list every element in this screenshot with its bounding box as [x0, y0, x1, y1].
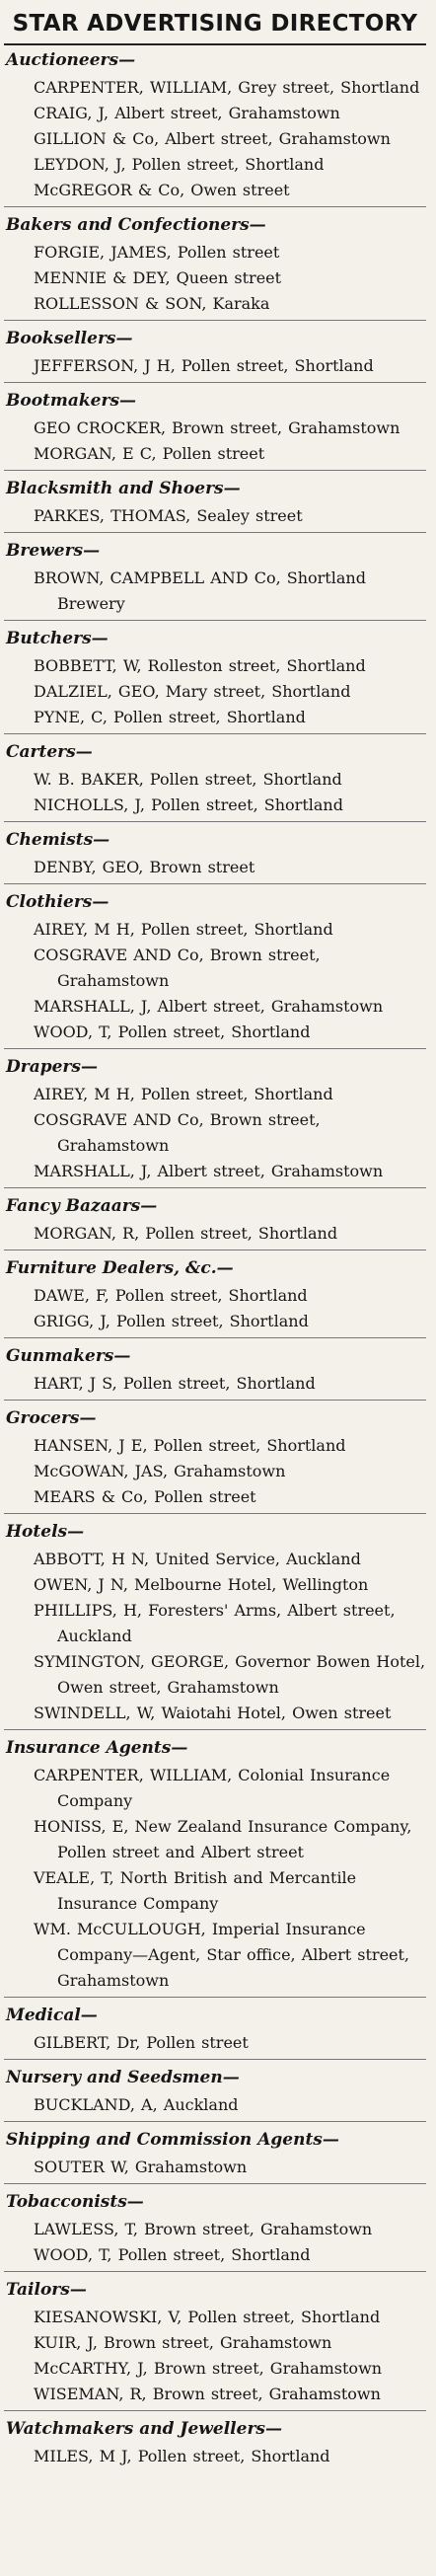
directory-section [4, 1517, 426, 1730]
directory-entry: HONISS, E, New Zealand Insurance Company, Pollen street and Albert street [34, 1817, 412, 1861]
section-divider [4, 206, 426, 207]
directory-entry: GILLION & Co, Albert street, Grahamstown [34, 129, 391, 148]
directory-entry: COSGRAVE AND Co, Brown street, Grahamstown [34, 1110, 321, 1155]
directory-title: STAR ADVERTISING DIRECTORY [4, 4, 426, 45]
directory-entry: NICHOLLS, J, Pollen street, Shortland [34, 796, 343, 814]
section-divider [4, 1337, 426, 1338]
section-divider [4, 620, 426, 621]
section-heading: Insurance Agents— [6, 1738, 188, 1758]
directory-entry: CARPENTER, WILLIAM, Colonial Insurance Company [34, 1766, 391, 1810]
section-heading: Grocers— [6, 1408, 97, 1428]
directory-entry: DAWE, F, Pollen street, Shortland [34, 1286, 308, 1305]
section-divider [4, 821, 426, 822]
directory-section [4, 386, 426, 471]
section-divider [4, 1048, 426, 1049]
directory-section [4, 2187, 426, 2272]
directory-section [4, 624, 426, 734]
directory-entry: KIESANOWSKI, V, Pollen street, Shortland [34, 2308, 381, 2326]
directory-entry: AIREY, M H, Pollen street, Shortland [34, 920, 333, 939]
directory-entry: MARSHALL, J, Albert street, Grahamstown [34, 997, 384, 1016]
directory-section [4, 1052, 426, 1188]
section-heading: Hotels— [6, 1522, 85, 1542]
section-divider [4, 1400, 426, 1401]
directory-entry: MORGAN, R, Pollen street, Shortland [34, 1224, 338, 1243]
section-heading: Fancy Bazaars— [6, 1196, 158, 1216]
directory-entry: GRIGG, J, Pollen street, Shortland [34, 1312, 309, 1330]
section-heading: Furniture Dealers, &c.— [6, 1258, 234, 1278]
section-divider [4, 1187, 426, 1188]
section-divider [4, 382, 426, 383]
section-heading: Carters— [6, 742, 93, 762]
directory-entry: BROWN, CAMPBELL AND Co, Shortland Brewery [34, 568, 366, 613]
directory-entry: AIREY, M H, Pollen street, Shortland [34, 1085, 333, 1103]
directory-entry: DENBY, GEO, Brown street [34, 858, 255, 876]
section-divider [4, 1997, 426, 1998]
section-heading: Watchmakers and Jewellers— [6, 2419, 282, 2439]
directory-entry: PARKES, THOMAS, Sealey street [34, 506, 303, 525]
directory-entry: MORGAN, E C, Pollen street [34, 444, 265, 463]
directory-page [4, 4, 426, 2570]
section-divider [4, 320, 426, 321]
section-divider [4, 1729, 426, 1730]
directory-entry: SYMINGTON, GEORGE, Governor Bowen Hotel, Owen street, Grahamstown [34, 1652, 426, 1697]
directory-section [4, 2125, 426, 2184]
directory-section [4, 2275, 426, 2411]
section-heading: Chemists— [6, 830, 110, 850]
section-heading: Bootmakers— [6, 391, 137, 411]
directory-section [4, 1733, 426, 1998]
directory-section [4, 1403, 426, 1514]
directory-section [4, 2001, 426, 2060]
section-heading: Booksellers— [6, 329, 133, 348]
directory-entry: PYNE, C, Pollen street, Shortland [34, 708, 306, 726]
section-divider [4, 532, 426, 533]
section-divider [4, 470, 426, 471]
directory-section [4, 45, 426, 207]
directory-section [4, 210, 426, 321]
directory-entry: McCARTHY, J, Brown street, Grahamstown [34, 2359, 383, 2378]
section-heading: Bakers and Confectioners— [6, 215, 266, 235]
directory-entry: BOBBETT, W, Rolleston street, Shortland [34, 656, 366, 675]
section-heading: Butchers— [6, 629, 109, 648]
directory-entry: DALZIEL, GEO, Mary street, Shortland [34, 682, 351, 701]
section-heading: Shipping and Commission Agents— [6, 2130, 339, 2150]
directory-entry: CRAIG, J, Albert street, Grahamstown [34, 104, 340, 122]
directory-section [4, 324, 426, 383]
directory-entry: GEO CROCKER, Brown street, Grahamstown [34, 418, 400, 437]
directory-entry: WOOD, T, Pollen street, Shortland [34, 2245, 311, 2264]
directory-entry: SWINDELL, W, Waiotahi Hotel, Owen street [34, 1704, 392, 1722]
directory-entry: WOOD, T, Pollen street, Shortland [34, 1023, 311, 1041]
directory-section [4, 474, 426, 533]
directory-entry: FORGIE, JAMES, Pollen street [34, 243, 280, 262]
directory-entry: LAWLESS, T, Brown street, Grahamstown [34, 2220, 373, 2238]
section-heading: Tailors— [6, 2280, 87, 2300]
section-heading: Clothiers— [6, 892, 109, 912]
directory-section [4, 2414, 426, 2469]
directory-entry: PHILLIPS, H, Foresters' Arms, Albert street, Auckland [34, 1601, 396, 1645]
directory-entry: MENNIE & DEY, Queen street [34, 268, 282, 287]
section-heading: Auctioneers— [6, 50, 136, 70]
section-divider [4, 883, 426, 884]
section-divider [4, 2410, 426, 2411]
directory-entry: WISEMAN, R, Brown street, Grahamstown [34, 2385, 381, 2403]
directory-entry: LEYDON, J, Pollen street, Shortland [34, 155, 325, 174]
directory-entry: KUIR, J, Brown street, Grahamstown [34, 2333, 332, 2352]
section-heading: Brewers— [6, 541, 101, 561]
section-heading: Nursery and Seedsmen— [6, 2068, 240, 2087]
directory-entry: McGOWAN, JAS, Grahamstown [34, 1462, 286, 1480]
section-divider [4, 2183, 426, 2184]
directory-entry: ABBOTT, H N, United Service, Auckland [34, 1550, 361, 1568]
section-divider [4, 1513, 426, 1514]
directory-section [4, 887, 426, 1049]
directory-entry: BUCKLAND, A, Auckland [34, 2095, 239, 2114]
directory-entry: CARPENTER, WILLIAM, Grey street, Shortland [34, 78, 420, 97]
directory-section [4, 1191, 426, 1250]
directory-entry: OWEN, J N, Melbourne Hotel, Wellington [34, 1575, 369, 1594]
directory-entry: GILBERT, Dr, Pollen street [34, 2033, 249, 2052]
section-divider [4, 2059, 426, 2060]
section-divider [4, 733, 426, 734]
directory-section [4, 1341, 426, 1401]
directory-entry: COSGRAVE AND Co, Brown street, Grahamstown [34, 946, 321, 990]
section-heading: Drapers— [6, 1057, 98, 1077]
directory-section [4, 825, 426, 884]
section-divider [4, 2121, 426, 2122]
directory-entry: HART, J S, Pollen street, Shortland [34, 1374, 316, 1393]
directory-entry: WM. McCULLOUGH, Imperial Insurance Company—Agent, Star office, Albert street, Grahamstown [34, 1920, 410, 1990]
directory-entry: McGREGOR & Co, Owen street [34, 181, 290, 199]
directory-entry: MEARS & Co, Pollen street [34, 1487, 256, 1506]
directory-entry: HANSEN, J E, Pollen street, Shortland [34, 1436, 346, 1455]
directory-entry: MARSHALL, J, Albert street, Grahamstown [34, 1162, 384, 1180]
section-divider [4, 2271, 426, 2272]
directory-entry: SOUTER W, Grahamstown [34, 2158, 248, 2176]
section-heading: Blacksmith and Shoers— [6, 479, 241, 498]
directory-section [4, 2063, 426, 2122]
directory-section [4, 737, 426, 822]
directory-section [4, 1253, 426, 1338]
directory-sections [4, 45, 426, 2469]
section-heading: Medical— [6, 2006, 98, 2025]
directory-section [4, 536, 426, 621]
section-heading: Gunmakers— [6, 1346, 131, 1366]
directory-entry: JEFFERSON, J H, Pollen street, Shortland [34, 356, 374, 375]
directory-entry: VEALE, T, North British and Mercantile Insurance Company [34, 1868, 357, 1913]
directory-entry: MILES, M J, Pollen street, Shortland [34, 2447, 330, 2465]
section-heading: Tobacconists— [6, 2192, 144, 2212]
directory-entry: ROLLESSON & SON, Karaka [34, 294, 270, 313]
directory-entry: W. B. BAKER, Pollen street, Shortland [34, 770, 342, 789]
